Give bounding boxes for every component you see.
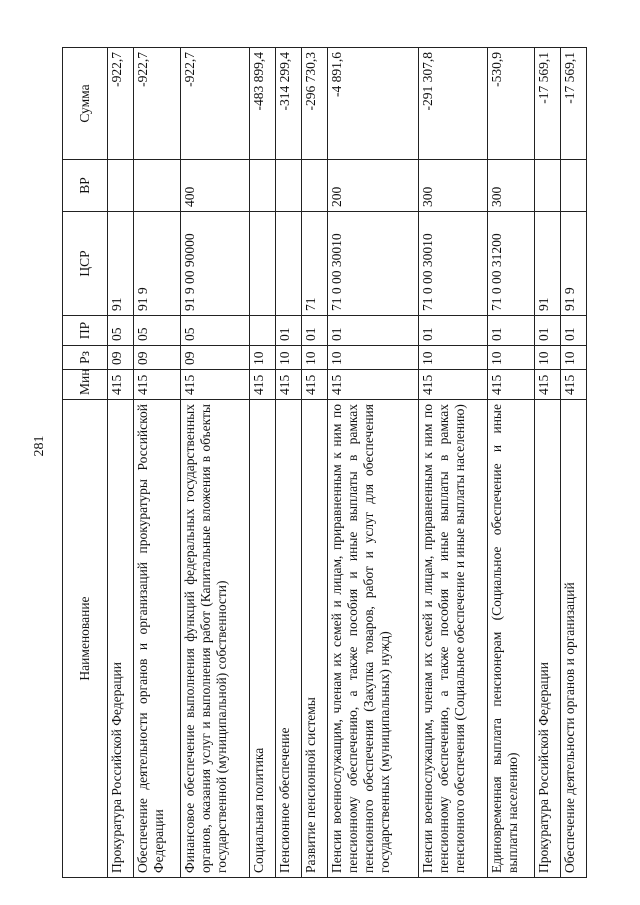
header-rz: Рз bbox=[63, 346, 108, 370]
cell-pr: 01 bbox=[561, 316, 587, 346]
cell-rz: 09 bbox=[133, 346, 180, 370]
cell-min: 415 bbox=[181, 370, 250, 400]
cell-name: Пенсии военнослужащим, членам их семей и лицам, приравненным к ним по пенсионному обеспечению, а также пособия и иные выплаты в рамках пенсионного обеспечения (Закупка товаров, работ и услуг для обеспечения государственных (муниципальных) нужд) bbox=[327, 400, 418, 878]
cell-min: 415 bbox=[250, 370, 276, 400]
cell-min: 415 bbox=[108, 370, 134, 400]
cell-rz: 10 bbox=[418, 346, 487, 370]
cell-pr: 01 bbox=[487, 316, 534, 346]
table-row bbox=[418, 48, 487, 878]
cell-vr bbox=[250, 160, 276, 212]
cell-name: Финансовое обеспечение выполнения функций федеральных государственных органов, оказания услуг и выполнения работ (Капитальные вложения в объекты государственной (муниципальной) собственности) bbox=[181, 400, 250, 878]
table-row bbox=[276, 48, 302, 878]
cell-name: Обеспечение деятельности органов и организаций bbox=[561, 400, 587, 878]
cell-min: 415 bbox=[276, 370, 302, 400]
cell-name: Прокуратура Российской Федерации bbox=[108, 400, 134, 878]
budget-table bbox=[62, 47, 587, 878]
cell-name: Пенсионное обеспечение bbox=[276, 400, 302, 878]
cell-csr bbox=[250, 212, 276, 316]
cell-vr bbox=[108, 160, 134, 212]
cell-rz: 10 bbox=[327, 346, 418, 370]
cell-pr: 01 bbox=[276, 316, 302, 346]
header-sum: Сумма bbox=[63, 48, 108, 160]
table-row bbox=[561, 48, 587, 878]
cell-sum: -17 569,1 bbox=[535, 48, 561, 160]
cell-pr: 05 bbox=[181, 316, 250, 346]
rotated-table-container bbox=[62, 48, 587, 878]
cell-sum: -922,7 bbox=[181, 48, 250, 160]
cell-vr bbox=[302, 160, 328, 212]
cell-csr: 91 9 00 90000 bbox=[181, 212, 250, 316]
cell-rz: 09 bbox=[108, 346, 134, 370]
cell-name: Пенсии военнослужащим, членам их семей и лицам, приравненным к ним по пенсионному обеспечению, а также пособия и иные выплаты в рамках пенсионного обеспечения (Социальное обеспечение и иные выплаты населению) bbox=[418, 400, 487, 878]
cell-csr: 91 9 bbox=[561, 212, 587, 316]
cell-vr: 300 bbox=[418, 160, 487, 212]
cell-vr bbox=[133, 160, 180, 212]
cell-vr: 400 bbox=[181, 160, 250, 212]
cell-name: Развитие пенсионной системы bbox=[302, 400, 328, 878]
cell-csr: 91 bbox=[535, 212, 561, 316]
cell-sum: -922,7 bbox=[133, 48, 180, 160]
cell-sum: -922,7 bbox=[108, 48, 134, 160]
cell-rz: 10 bbox=[302, 346, 328, 370]
table-row bbox=[133, 48, 180, 878]
cell-min: 415 bbox=[418, 370, 487, 400]
cell-vr: 300 bbox=[487, 160, 534, 212]
cell-pr: 01 bbox=[535, 316, 561, 346]
header-pr: ПР bbox=[63, 316, 108, 346]
page-number: 281 bbox=[32, 435, 47, 457]
cell-sum: -530,9 bbox=[487, 48, 534, 160]
cell-min: 415 bbox=[302, 370, 328, 400]
cell-min: 415 bbox=[133, 370, 180, 400]
cell-rz: 10 bbox=[487, 346, 534, 370]
cell-sum: -314 299,4 bbox=[276, 48, 302, 160]
cell-vr bbox=[561, 160, 587, 212]
cell-pr bbox=[250, 316, 276, 346]
cell-pr: 05 bbox=[108, 316, 134, 346]
cell-csr bbox=[276, 212, 302, 316]
cell-name: Социальная политика bbox=[250, 400, 276, 878]
cell-min: 415 bbox=[327, 370, 418, 400]
cell-min: 415 bbox=[535, 370, 561, 400]
cell-rz: 10 bbox=[535, 346, 561, 370]
header-csr: ЦСР bbox=[63, 212, 108, 316]
cell-min: 415 bbox=[561, 370, 587, 400]
cell-pr: 01 bbox=[418, 316, 487, 346]
table-row bbox=[302, 48, 328, 878]
cell-vr bbox=[276, 160, 302, 212]
cell-rz: 10 bbox=[250, 346, 276, 370]
cell-csr: 71 0 00 30010 bbox=[327, 212, 418, 316]
table-header-row bbox=[63, 48, 108, 878]
table-row bbox=[327, 48, 418, 878]
cell-pr: 01 bbox=[302, 316, 328, 346]
cell-sum: -291 307,8 bbox=[418, 48, 487, 160]
table-row bbox=[108, 48, 134, 878]
cell-csr: 71 bbox=[302, 212, 328, 316]
cell-pr: 01 bbox=[327, 316, 418, 346]
cell-vr bbox=[535, 160, 561, 212]
cell-csr: 71 0 00 31200 bbox=[487, 212, 534, 316]
cell-name: Единовременная выплата пенсионерам (Социальное обеспечение и иные выплаты населению) bbox=[487, 400, 534, 878]
cell-rz: 09 bbox=[181, 346, 250, 370]
table-row bbox=[181, 48, 250, 878]
cell-rz: 10 bbox=[561, 346, 587, 370]
cell-sum: -483 899,4 bbox=[250, 48, 276, 160]
header-vr: ВР bbox=[63, 160, 108, 212]
table-row bbox=[487, 48, 534, 878]
cell-rz: 10 bbox=[276, 346, 302, 370]
header-name: Наименование bbox=[63, 400, 108, 878]
cell-sum: -4 891,6 bbox=[327, 48, 418, 160]
cell-min: 415 bbox=[487, 370, 534, 400]
cell-csr: 91 9 bbox=[133, 212, 180, 316]
cell-sum: -17 569,1 bbox=[561, 48, 587, 160]
table-row bbox=[535, 48, 561, 878]
cell-csr: 91 bbox=[108, 212, 134, 316]
header-min: Мин bbox=[63, 370, 108, 400]
cell-vr: 200 bbox=[327, 160, 418, 212]
cell-pr: 05 bbox=[133, 316, 180, 346]
cell-name: Обеспечение деятельности органов и организаций прокуратуры Российской Федерации bbox=[133, 400, 180, 878]
cell-sum: -296 730,3 bbox=[302, 48, 328, 160]
cell-name: Прокуратура Российской Федерации bbox=[535, 400, 561, 878]
cell-csr: 71 0 00 30010 bbox=[418, 212, 487, 316]
table-row bbox=[250, 48, 276, 878]
